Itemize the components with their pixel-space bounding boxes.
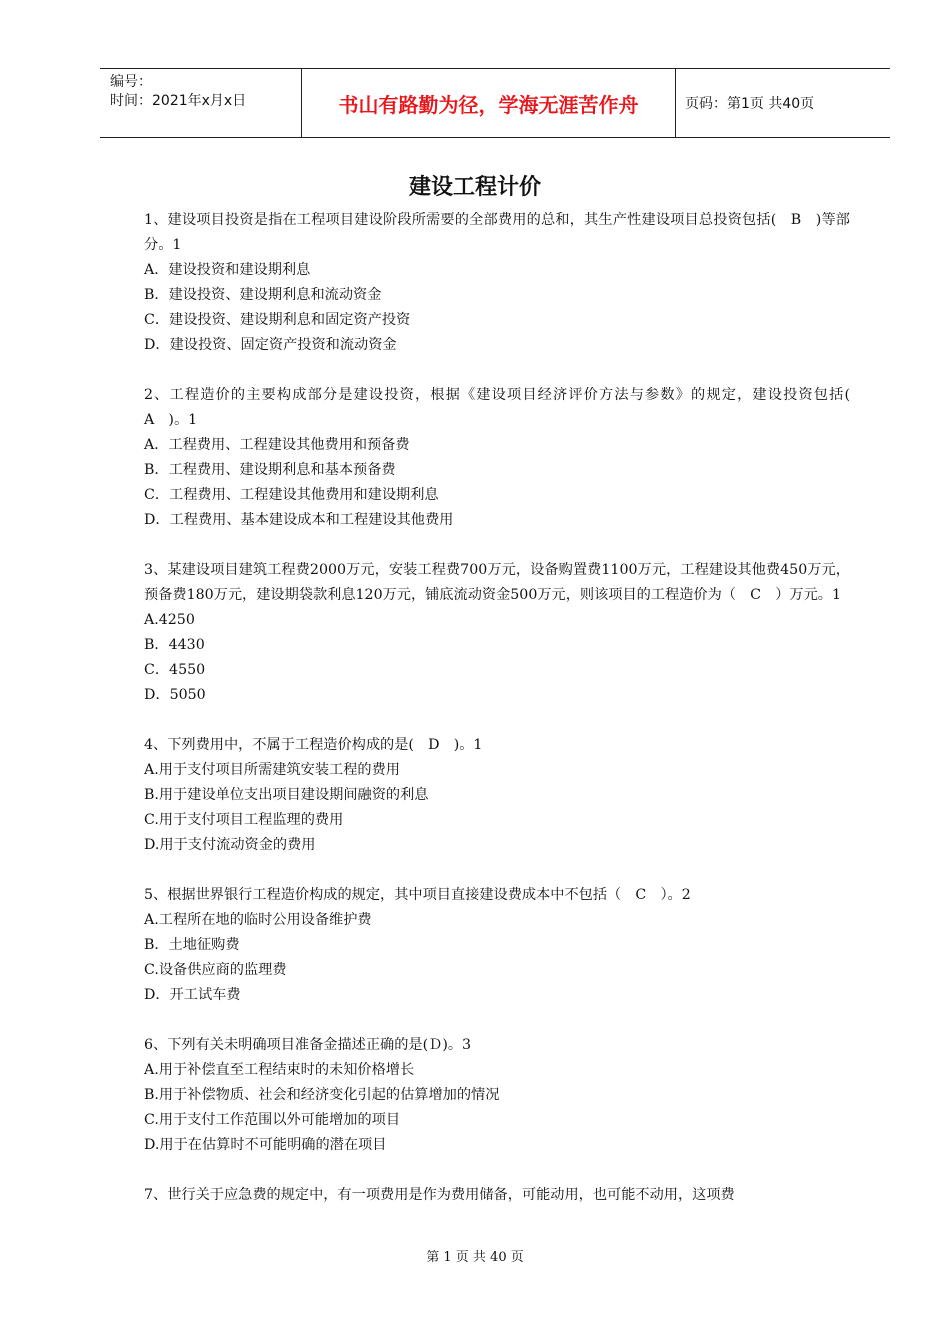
option-b: B.用于补偿物质、社会和经济变化引起的估算增加的情况: [144, 1087, 500, 1103]
question-1: [144, 208, 850, 358]
number-label: 编号：: [110, 74, 152, 90]
option-d: D．开工试车费: [144, 987, 241, 1003]
option-c: C．4550: [144, 662, 206, 678]
option-a: A．建设投资和建设期利息: [144, 262, 311, 278]
question-stem: 1、建设项目投资是指在工程项目建设阶段所需要的全部费用的总和，其生产性建设项目总投资包括( B )等部分。1: [144, 212, 850, 253]
header-divider: [675, 69, 676, 137]
option-c: C.用于支付项目工程监理的费用: [144, 812, 344, 828]
option-b: B．土地征购费: [144, 937, 240, 953]
question-list: [144, 208, 865, 1208]
header-motto: 书山有路勤为径，学海无涯苦作舟: [338, 92, 639, 117]
question-4: [144, 733, 850, 858]
option-d: D．5050: [144, 687, 206, 703]
header-meta: [110, 73, 300, 111]
option-a: A.4250: [144, 612, 195, 628]
question-stem: 3、某建设项目建筑工程费2000万元，安装工程费700万元，设备购置费1100万元，工程建设其他费450万元，预备费180万元，建设期袋款利息120万元，铺底流动资金500万元，则该项目的工程造价为（ C ）万元。1: [144, 562, 850, 603]
question-2: [144, 383, 865, 533]
option-b: B.用于建设单位支出项目建设期间融资的利息: [144, 787, 429, 803]
document-title: 建设工程计价: [408, 175, 541, 200]
option-a: A.工程所在地的临时公用设备维护费: [144, 912, 372, 928]
option-d: D．建设投资、固定资产投资和流动资金: [144, 337, 397, 353]
page-header: [100, 68, 890, 138]
option-d: D.用于在估算时不可能明确的潜在项目: [144, 1137, 387, 1153]
option-b: B．4430: [144, 637, 205, 653]
option-a: A．工程费用、工程建设其他费用和预备费: [144, 437, 410, 453]
question-stem: 4、下列费用中，不属于工程造价构成的是( D )。1: [144, 737, 483, 753]
question-5: [144, 883, 850, 1008]
option-b: B．建设投资、建设期利息和流动资金: [144, 287, 382, 303]
page-footer: 第 1 页 共 40 页: [426, 1250, 524, 1265]
option-d: D.用于支付流动资金的费用: [144, 837, 316, 853]
option-b: B．工程费用、建设期利息和基本预备费: [144, 462, 396, 478]
header-page-info: 页码：第1页 共40页: [685, 96, 815, 112]
question-3: [144, 558, 850, 708]
time-label: 时间：2021年x月x日: [110, 93, 247, 109]
option-a: A.用于补偿直至工程结束时的未知价格增长: [144, 1062, 415, 1078]
option-c: C．建设投资、建设期利息和固定资产投资: [144, 312, 411, 328]
question-6: [144, 1033, 850, 1158]
question-7: [144, 1183, 850, 1208]
option-c: C.设备供应商的监理费: [144, 962, 287, 978]
question-stem: 5、根据世界银行工程造价构成的规定，其中项目直接建设费成本中不包括（ C ）。2: [144, 887, 691, 903]
question-stem: 7、世行关于应急费的规定中，有一项费用是作为费用储备，可能动用，也可能不动用，这项费: [144, 1187, 735, 1203]
question-stem: 2、工程造价的主要构成部分是建设投资，根据《建设项目经济评价方法与参数》的规定，建设投资包括( A )。1: [144, 387, 865, 428]
option-c: C．工程费用、工程建设其他费用和建设期利息: [144, 487, 439, 503]
option-a: A.用于支付项目所需建筑安装工程的费用: [144, 762, 400, 778]
option-c: C.用于支付工作范围以外可能增加的项目: [144, 1112, 401, 1128]
option-d: D．工程费用、基本建设成本和工程建设其他费用: [144, 512, 454, 528]
question-stem: 6、下列有关未明确项目准备金描述正确的是(Ｄ)。3: [144, 1037, 472, 1053]
